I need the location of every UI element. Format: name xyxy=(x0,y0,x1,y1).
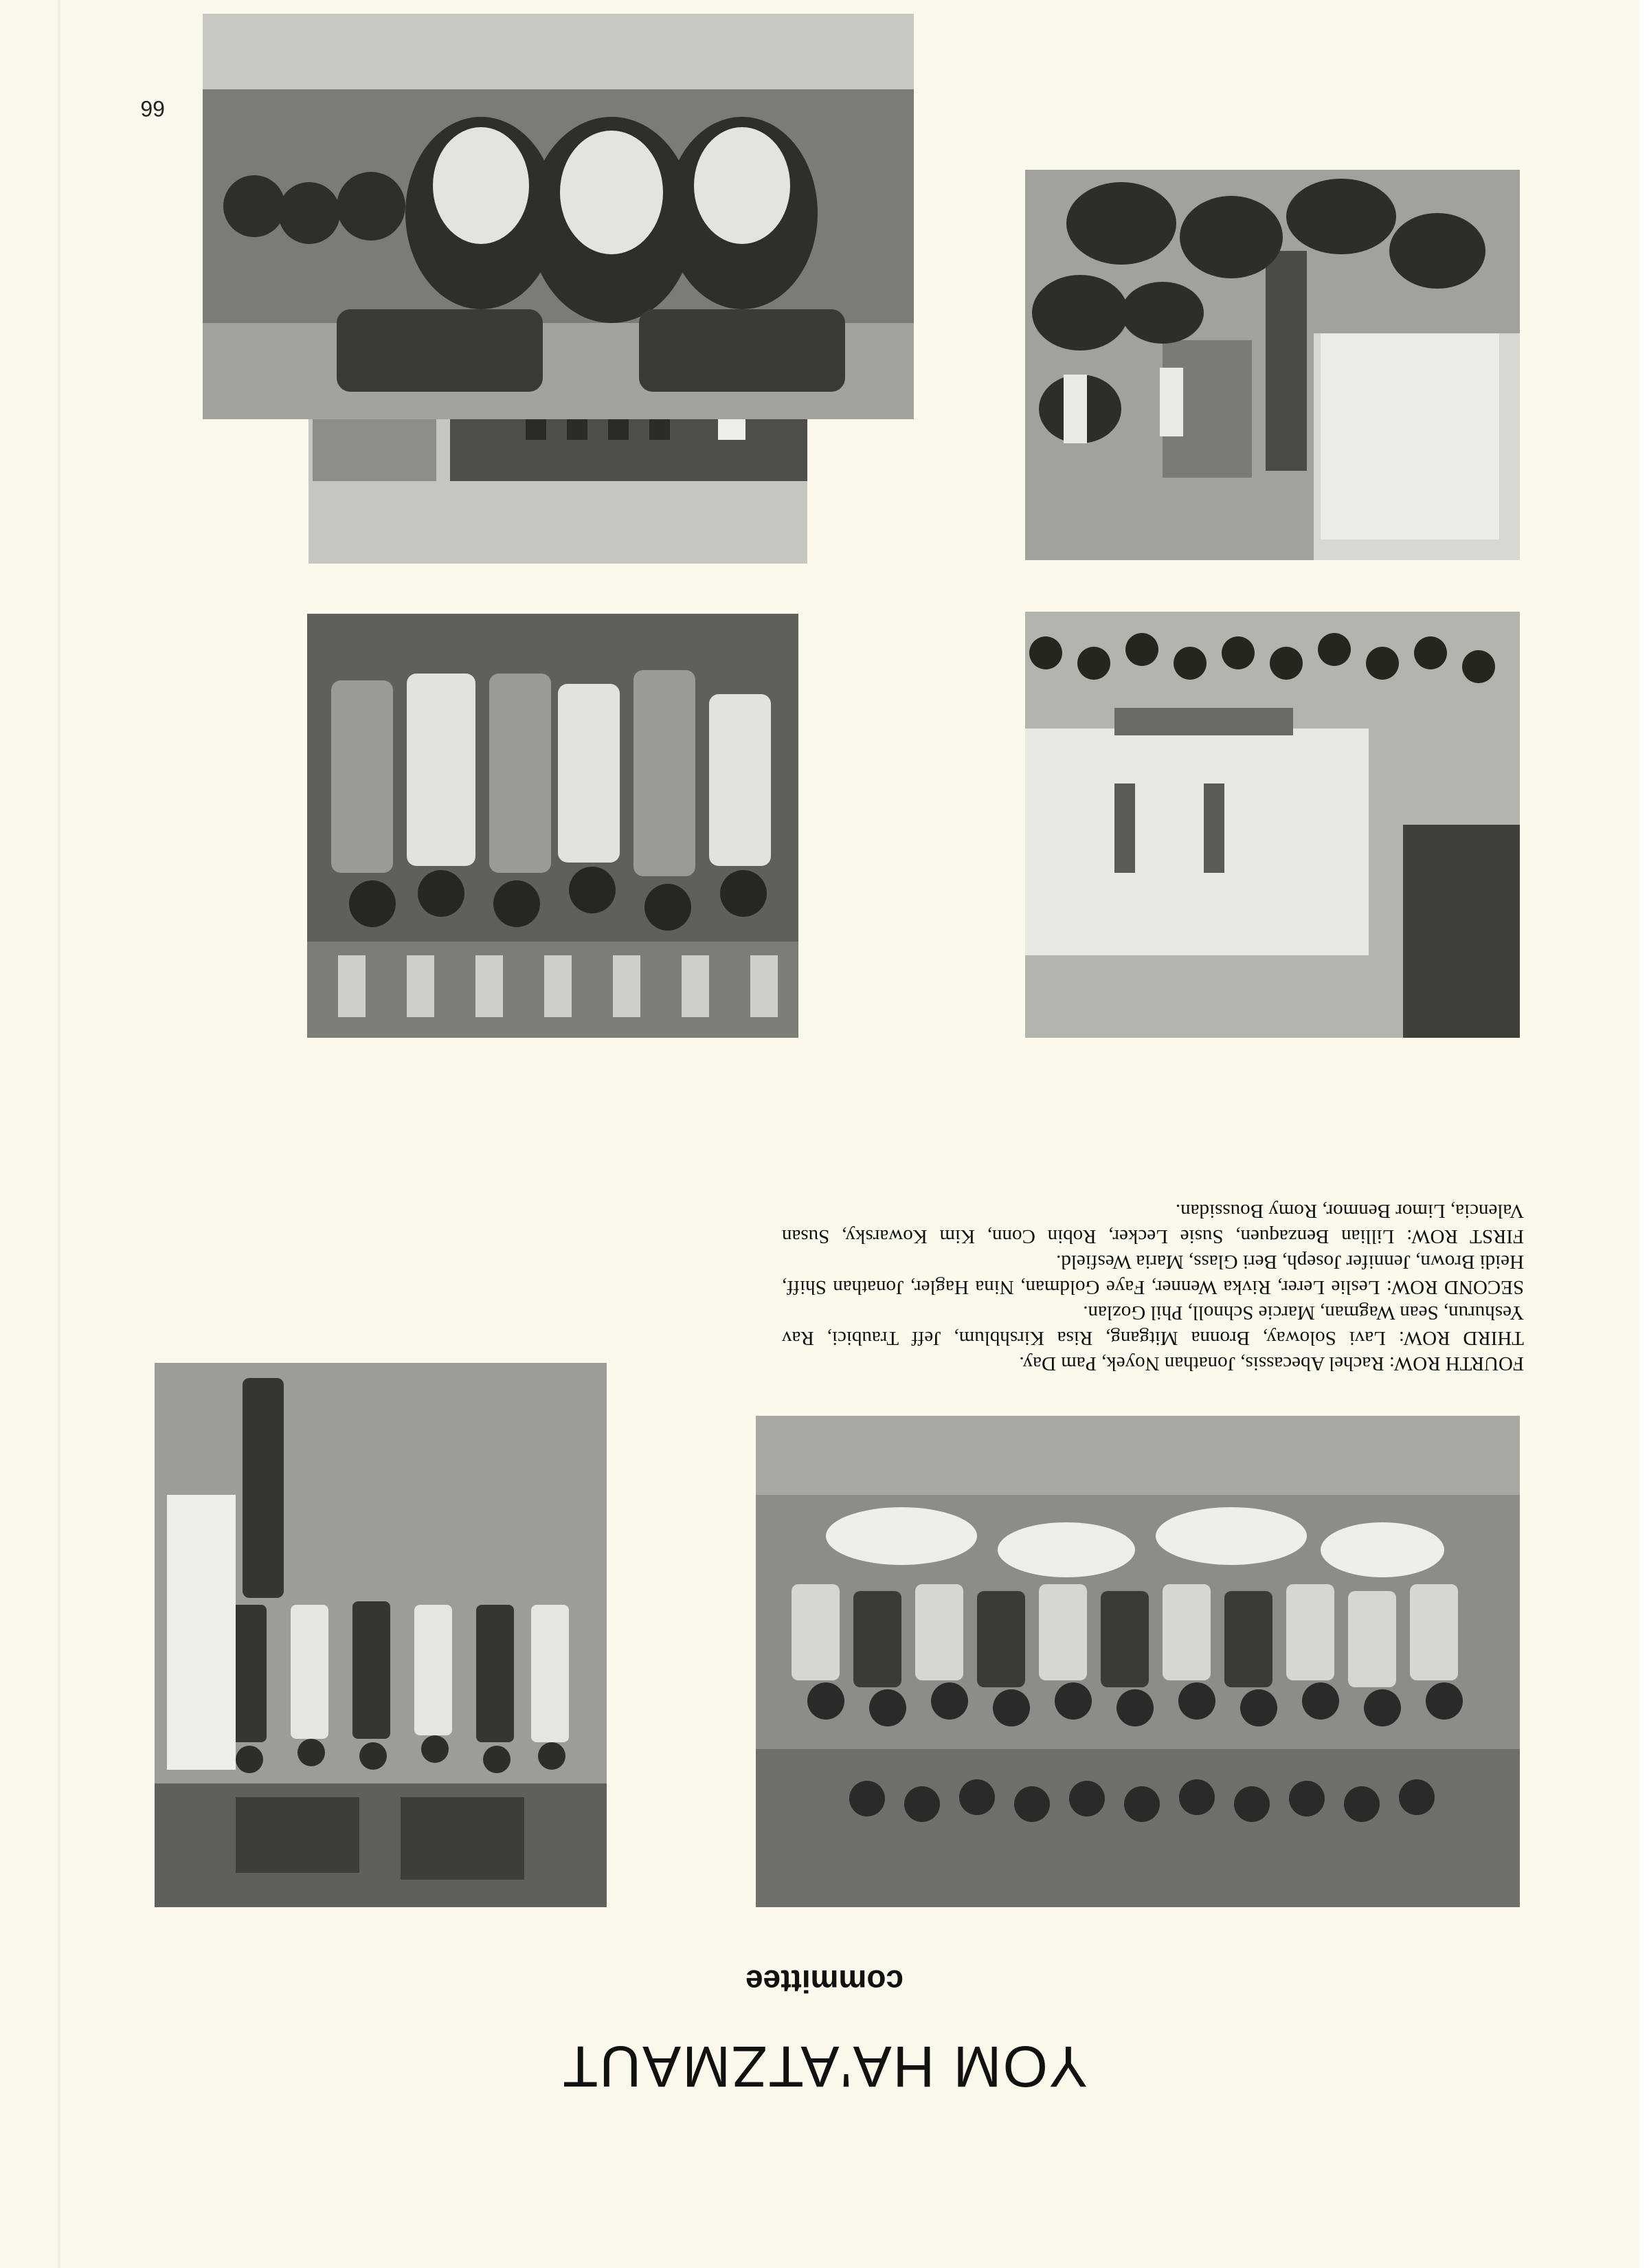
caption-fourth-row: FOURTH ROW: Rachel Abecassis, Jonathan Noyek, Pam Day. xyxy=(1019,1353,1524,1375)
names-caption xyxy=(782,1198,1524,1376)
page-subtitle: committee xyxy=(745,1964,904,1999)
smiling-students-photo xyxy=(203,14,914,419)
page-title: YOM HA'ATZMAUT xyxy=(561,2034,1088,2099)
committee-group-photo xyxy=(756,1416,1520,1907)
caption-third-row: THIRD ROW: Lavi Soloway, Bronna Mitgang, Risa Kirshblum, Jeff Traubici, Rav Yeshurun, Sean Wagman, Marcie Schnoll, Phil Gozlan. xyxy=(782,1302,1524,1349)
dancers-outdoor-photo xyxy=(155,1363,607,1907)
page-number: 66 xyxy=(140,96,165,121)
caption-second-row: SECOND ROW: Leslie Lerer, Rivka Wenner, Faye Goldman, Nina Hagler, Jonathan Shiff, Heidi Brown, Jennifer Joseph, Beri Glass, Maria Wesfield. xyxy=(782,1251,1524,1298)
auditorium-crowd-photo xyxy=(1025,170,1520,560)
caption-first-row: FIRST ROW: Lillian Benzaquen, Susie Lecker, Robin Conn, Kim Kowarsky, Susan Valencia, Limor Benmor, Romy Boussidan. xyxy=(782,1200,1524,1247)
students-outdoor-photo xyxy=(307,614,798,1038)
auditorium-stage-photo xyxy=(1025,612,1520,1038)
